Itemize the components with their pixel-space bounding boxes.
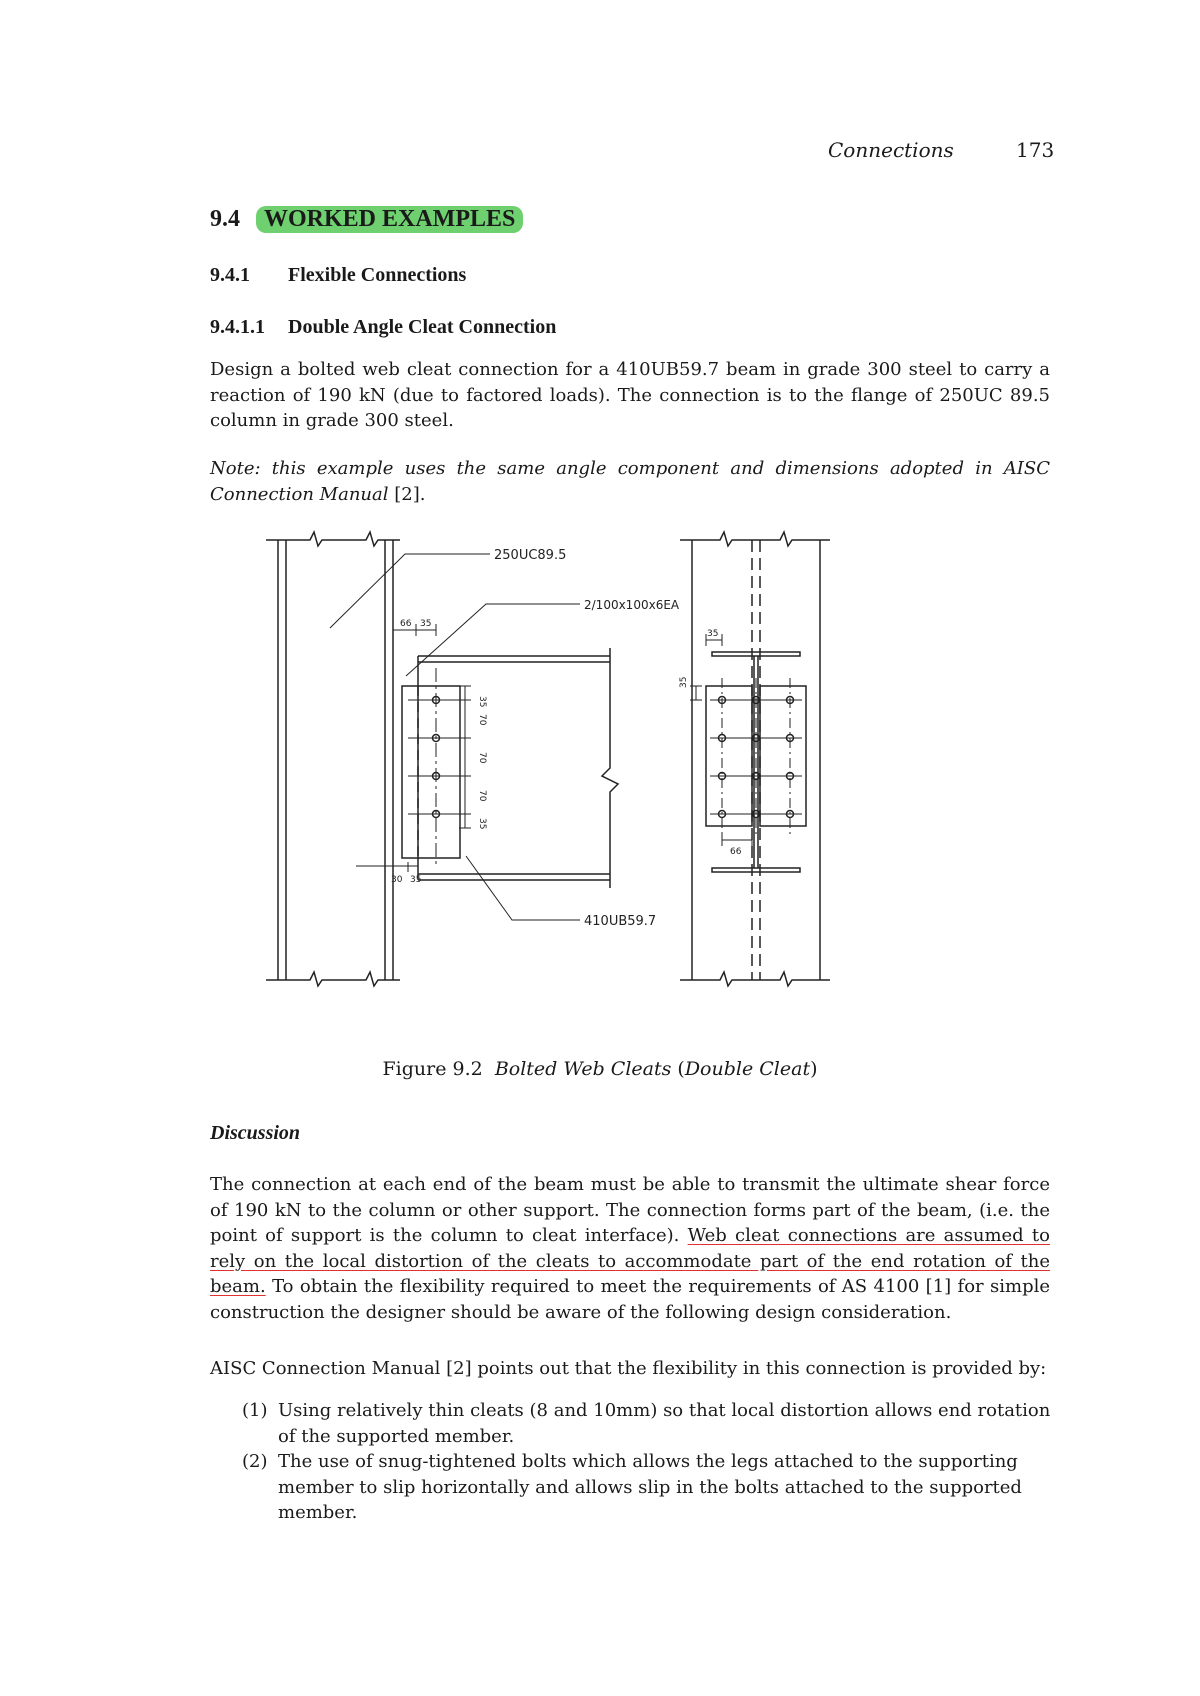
list-item [242, 1398, 1062, 1449]
leader-column [330, 554, 490, 628]
dim-70-vertical: 70 [477, 790, 487, 802]
connection-drawing [250, 528, 910, 988]
connection-drawing-svg [250, 528, 910, 988]
note-reference: [2] [394, 483, 420, 505]
dim-66-top: 66 [400, 619, 412, 629]
note-end: . [419, 483, 426, 505]
figure-caption: Figure 9.2 Bolted Web Cleats (Double Cleat) [382, 1058, 818, 1080]
subsection-number: 9.4.1 [210, 264, 250, 286]
leader-beam [466, 856, 580, 920]
column-section-label: 250UC89.5 [494, 548, 567, 563]
beam-section-bottom-flange [712, 868, 800, 872]
discussion-p1-start: The connection at each end of the beam must be able to transmit the ultimate shear force of 190 kN to the column or other support. The connection forms part of the beam, (i.e. the point of support is the column to cleat interface). [210, 1174, 1050, 1246]
running-head-title: Connections [828, 138, 954, 162]
intro-paragraph: Design a bolted web cleat connection for a 410UB59.7 beam in grade 300 steel to carry a reaction of 190 kN (due to factored loads). The connection is to the flange of 250UC 89.5 column in grade 300 steel. [210, 359, 1050, 431]
discussion-p1-underlined: Web cleat connections are assumed to rely on the local distortion of the cleats to accommodate part of the end rotation of the beam. [210, 1225, 1050, 1297]
cleat-right-elevation [760, 686, 806, 826]
dim-70-vertical: 70 [477, 714, 487, 726]
note-text: : this example uses the same angle component and dimensions adopted in AISC Connection Manual [210, 458, 1050, 505]
section-number: 9.4 [210, 206, 240, 232]
cleat-section-label: 2/100x100x6EA [584, 598, 680, 612]
dim-70-vertical: 70 [477, 752, 487, 764]
dim-35-elevation-vertical: 35 [679, 676, 689, 688]
dim-35-bottom: 35 [410, 875, 422, 885]
dim-30-bottom: 30 [391, 875, 403, 885]
elevation-break-top [680, 532, 830, 546]
flexibility-list [242, 1398, 1062, 1526]
discussion-p1-end: To obtain the flexibility required to meet the requirements of AS 4100 [1] for simple construction the designer should be aware of the following design consideration. [210, 1276, 1050, 1323]
dim-35-elevation: 35 [707, 629, 719, 639]
subsection-heading [210, 264, 466, 287]
cleat-left-elevation [706, 686, 752, 826]
beam-break-line [602, 648, 618, 888]
subsubsection-heading [210, 316, 556, 339]
list-item [242, 1449, 1062, 1526]
dim-35-vertical: 35 [477, 696, 487, 708]
caption-paren: Double Cleat [684, 1058, 811, 1080]
caption-title: Bolted Web Cleats [494, 1058, 672, 1080]
note-label: Note [210, 458, 255, 479]
subsection-title: Flexible Connections [288, 264, 467, 286]
cleat-outline [402, 686, 460, 858]
dim-35-vertical: 35 [477, 818, 487, 830]
dim-35-top: 35 [420, 619, 432, 629]
discussion-paragraph-1 [210, 1172, 1050, 1325]
discussion-paragraph-2: AISC Connection Manual [2] points out that the flexibility in this connection is provided by: [210, 1358, 1047, 1379]
subsubsection-title: Double Angle Cleat Connection [288, 316, 557, 338]
list-item-text: The use of snug-tightened bolts which allows the legs attached to the supporting member to slip horizontally and allows slip in the bolts attached to the supported member. [278, 1451, 1022, 1523]
section-title-highlighted: WORKED EXAMPLES [256, 206, 523, 233]
subsubsection-number: 9.4.1.1 [210, 316, 265, 338]
beam-section-label: 410UB59.7 [584, 914, 657, 929]
list-marker: (1) [242, 1400, 268, 1421]
page-number: 173 [1016, 138, 1055, 162]
section-heading [210, 206, 523, 233]
leader-cleats [406, 604, 580, 676]
discussion-heading: Discussion [210, 1122, 301, 1144]
list-item-text: Using relatively thin cleats (8 and 10mm) so that local distortion allows end rotation of the supported member. [278, 1400, 1051, 1447]
caption-number: Figure 9.2 [382, 1058, 483, 1080]
elevation-break-bottom [680, 972, 830, 986]
beam-section-top-flange [712, 652, 800, 656]
note-paragraph [210, 456, 1050, 507]
dim-66-elevation: 66 [730, 847, 742, 857]
list-marker: (2) [242, 1451, 268, 1472]
